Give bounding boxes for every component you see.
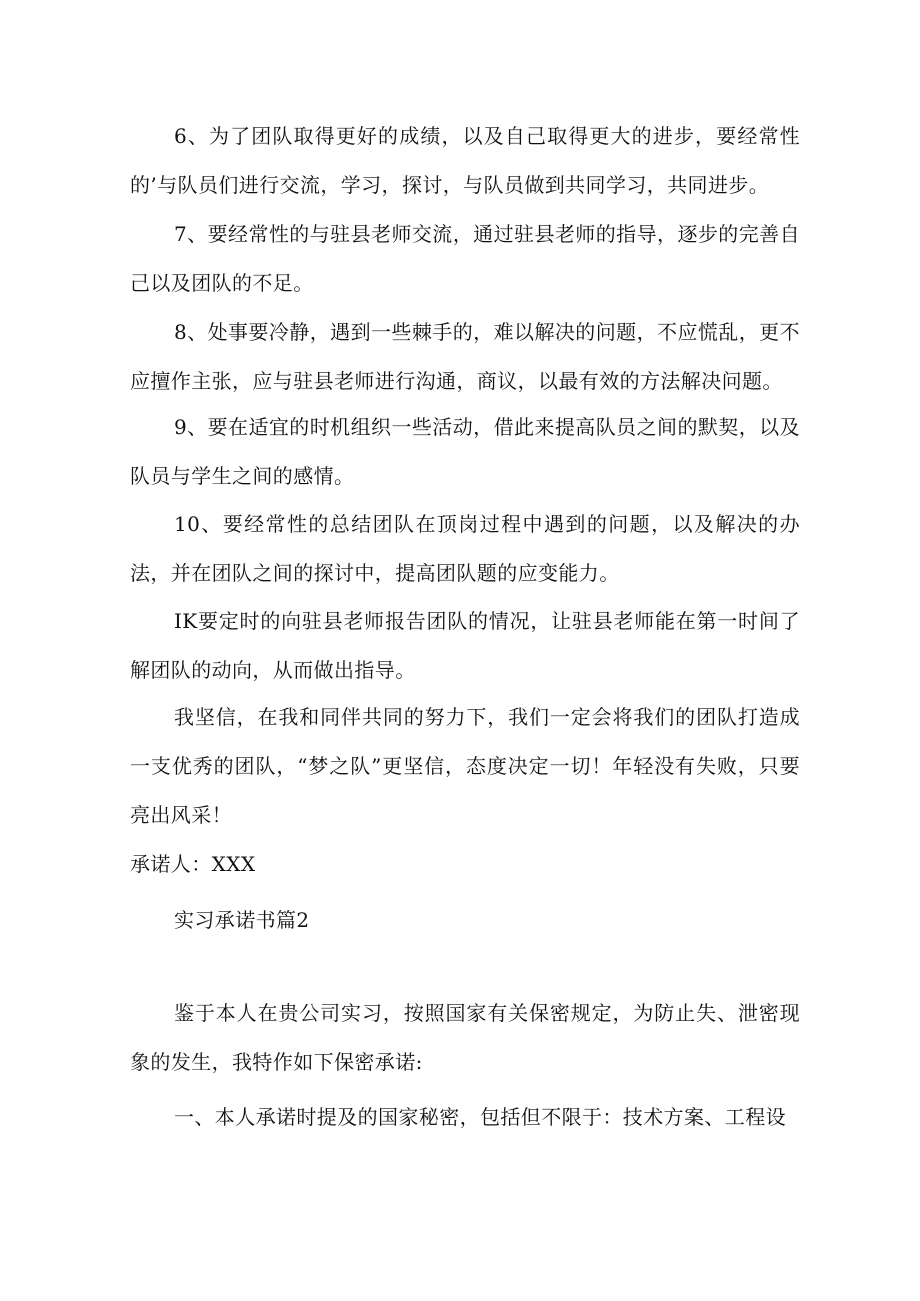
- section-title: 实习承诺书篇2: [174, 908, 310, 932]
- paragraph-item-8: 8、处事要冷静，遇到一些棘手的，难以解决的问题，不应慌乱，更不应擅作主张，应与驻县老师进行沟通，商议，以最有效的方法解决问题。: [130, 320, 800, 393]
- section-paragraph-2: 一、本人承诺时提及的国家秘密，包括但不限于：技术方案、工程设: [174, 1105, 786, 1129]
- paragraph-item-7: 7、要经常性的与驻县老师交流，通过驻县老师的指导，逐步的完善自己以及团队的不足。: [130, 222, 800, 295]
- paragraph-item-10: 10、要经常性的总结团队在顶岗过程中遇到的问题，以及解决的办法，并在团队之间的探讨中，提高团队题的应变能力。: [130, 512, 800, 585]
- paragraph-item-9: 9、要在适宜的时机组织一些活动，借此来提高队员之间的默契，以及队员与学生之间的感情。: [130, 415, 800, 488]
- closing-paragraph: 我坚信，在我和同伴共同的努力下，我们一定会将我们的团队打造成一支优秀的团队，“梦之队”更坚信，态度决定一切！年轻没有失败，只要亮出风采！: [130, 705, 800, 827]
- paragraph-item-11: IK要定时的向驻县老师报告团队的情况，让驻县老师能在第一时间了解团队的动向，从而做出指导。: [130, 609, 800, 682]
- section-paragraph-1: 鉴于本人在贵公司实习，按照国家有关保密规定，为防止失、泄密现象的发生，我特作如下保密承诺:: [130, 1001, 800, 1074]
- paragraph-item-6: 6、为了团队取得更好的成绩，以及自己取得更大的进步，要经常性的’与队员们进行交流，学习，探讨，与队员做到共同学习，共同进步。: [130, 124, 800, 197]
- signature-line: 承诺人：XXX: [130, 852, 256, 876]
